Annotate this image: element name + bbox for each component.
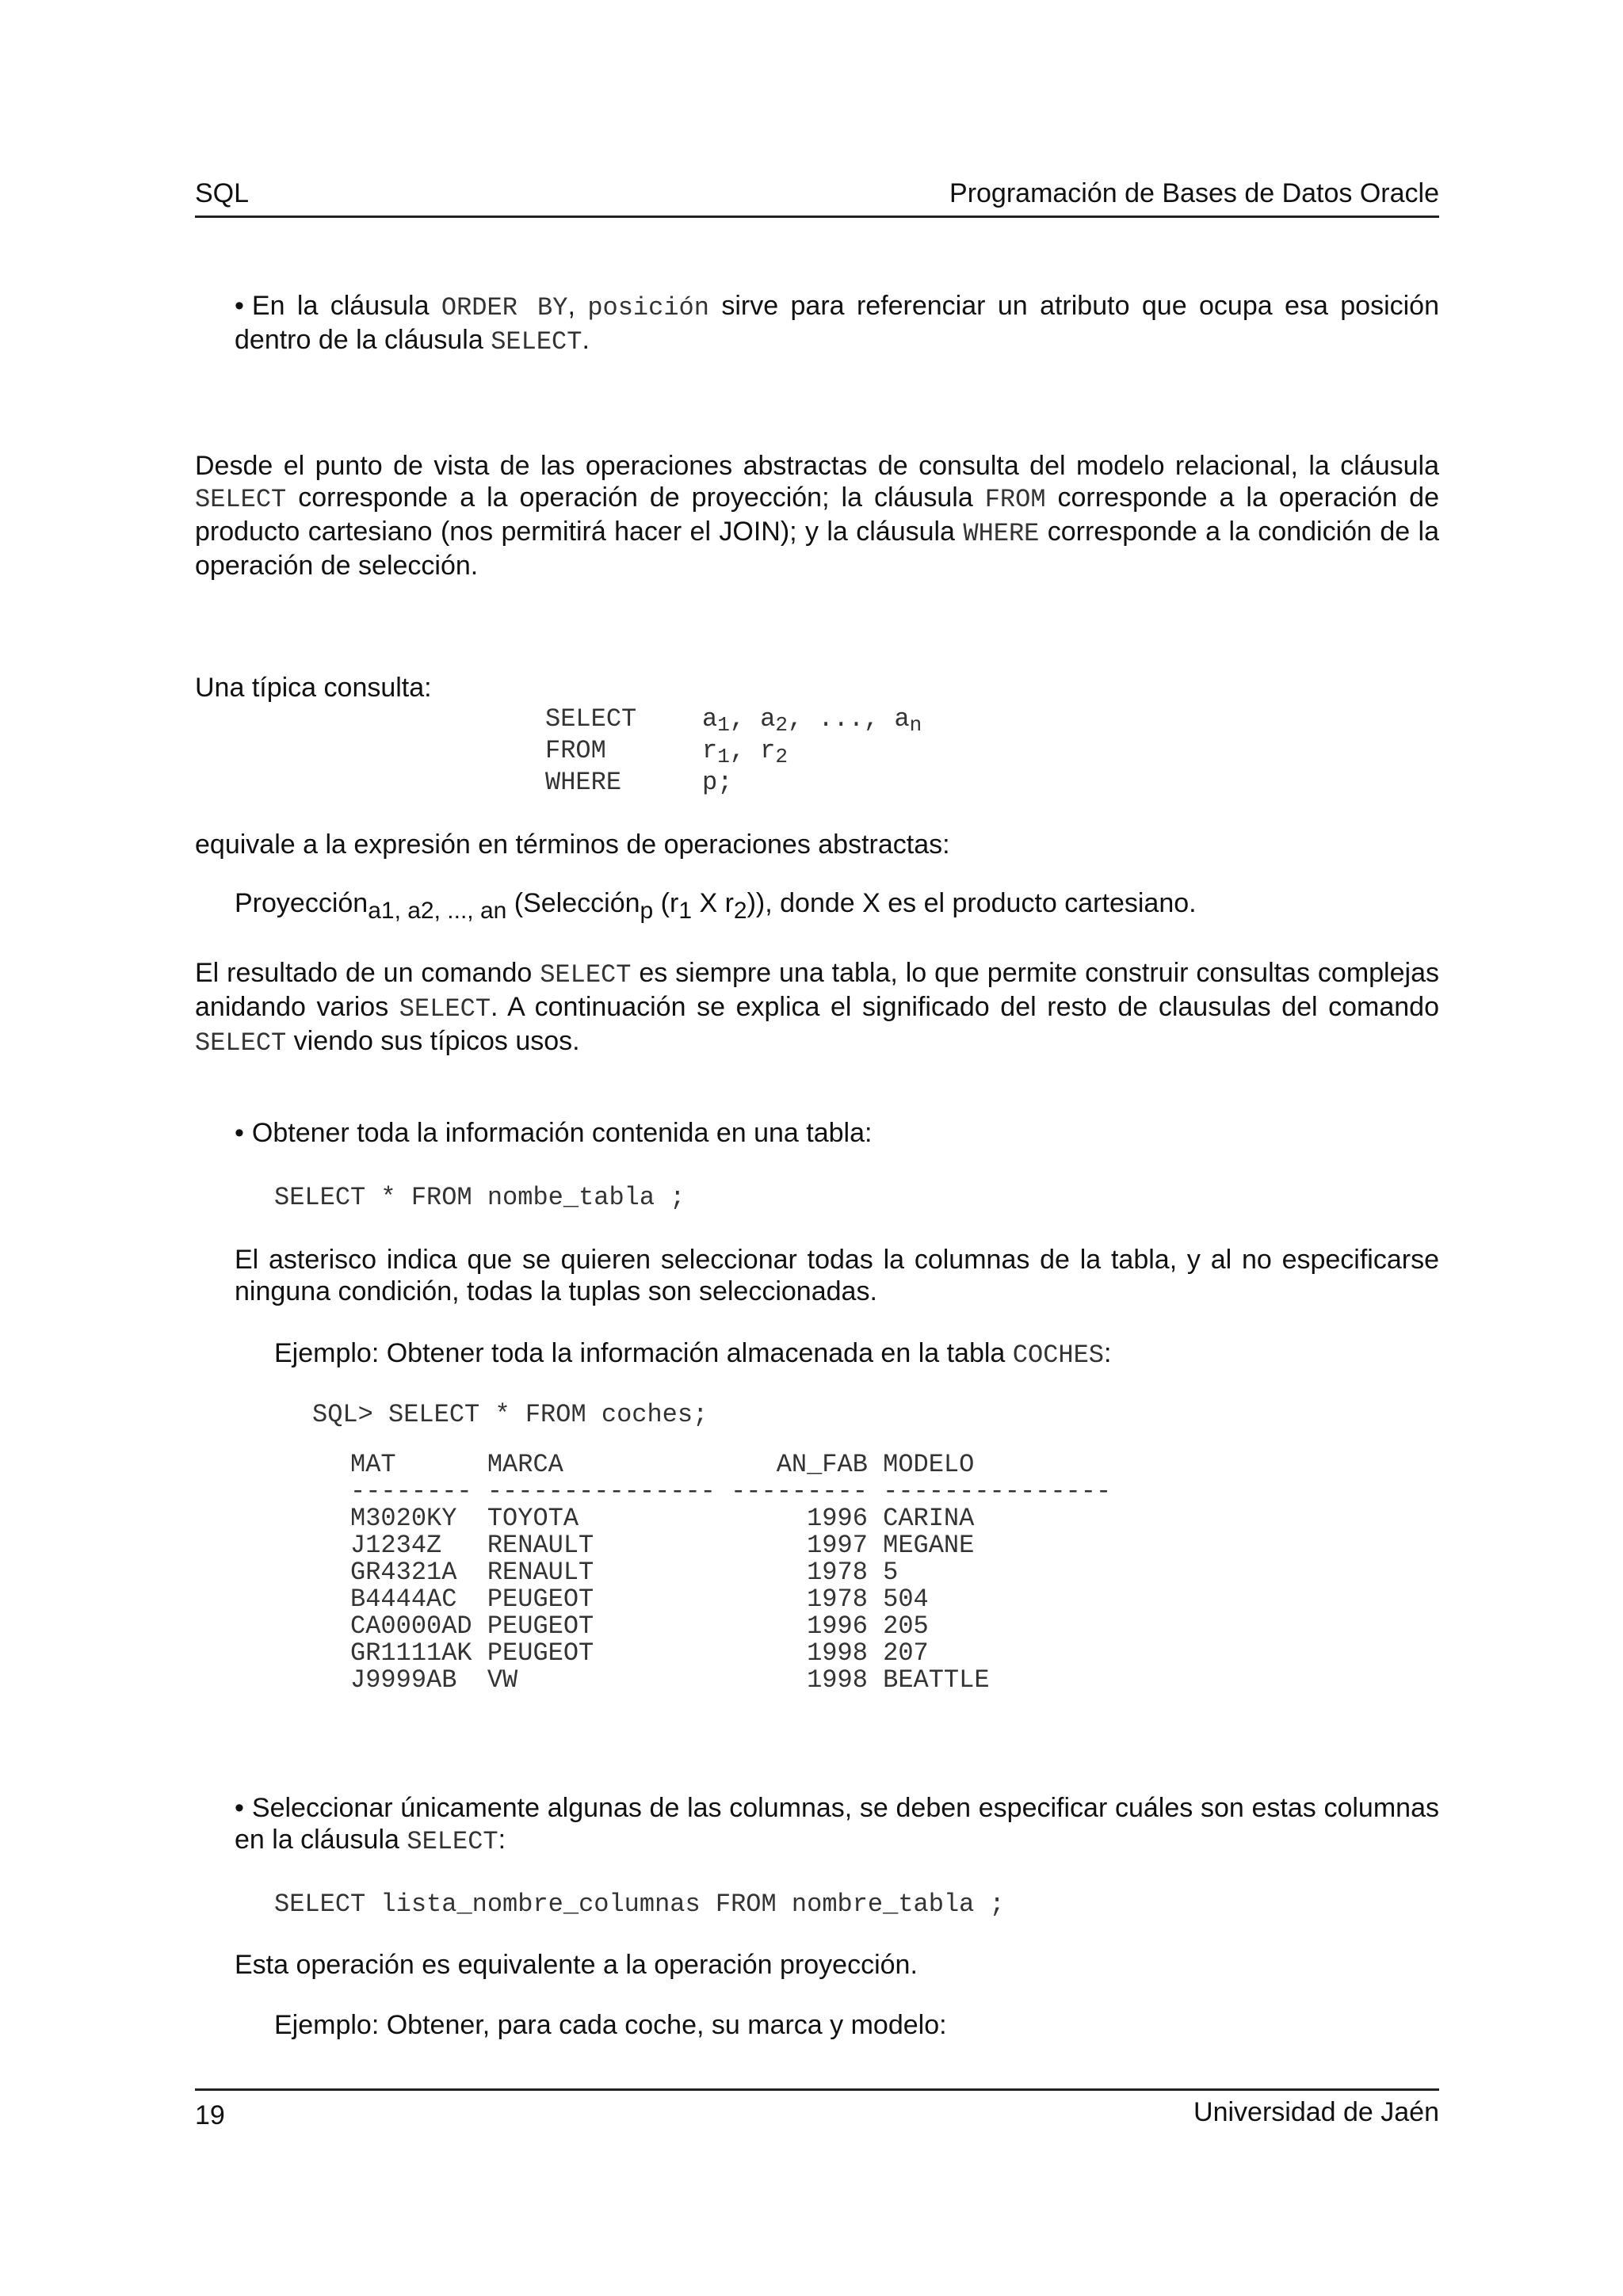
footer-right: Universidad de Jaén	[1193, 2097, 1439, 2127]
typical-query-code	[545, 704, 922, 799]
code-inline: SELECT	[195, 485, 287, 514]
code-inline: SELECT	[399, 994, 491, 1024]
code-inline: COCHES	[1012, 1341, 1104, 1370]
code-inline: FROM	[984, 485, 1046, 514]
table-separator: -------- --------------- --------- ---------------	[350, 1477, 1112, 1506]
table-row: GR1111AK PEUGEOT 1998 207	[350, 1638, 929, 1668]
table-row: J1234Z RENAULT 1997 MEGANE	[350, 1531, 975, 1560]
bullet: •	[235, 1793, 244, 1823]
page-footer	[195, 2088, 1439, 2138]
query-row: WHERE p;	[545, 768, 733, 797]
table-row: J9999AB VW 1998 BEATTLE	[350, 1665, 990, 1695]
code-inline: SELECT	[407, 1827, 498, 1856]
paragraph-asterisk: El asterisco indica que se quieren seleccionar todas la columnas de la tabla, y al no especificarse ninguna condición, todas la tuplas son seleccionadas.	[235, 1245, 1439, 1306]
query-row: SELECT $a_1$, $a_2$, ..., $a_n$	[545, 704, 922, 737]
document-page	[195, 0, 1439, 2296]
paragraph-projection: Esta operación es equivalente a la operación proyección.	[235, 1950, 918, 1980]
bullet: •	[235, 1118, 244, 1148]
code-select-columns: SELECT lista_nombre_columnas FROM nombre_tabla ;	[274, 1890, 1005, 1919]
header-right: Programación de Bases de Datos Oracle	[949, 178, 1439, 208]
bullet-select-all: • Obtener toda la información contenida en una tabla:	[235, 1118, 873, 1148]
table-row: M3020KY TOYOTA 1996 CARINA	[350, 1504, 975, 1533]
bullet: •	[235, 291, 244, 321]
paragraph-select-result: El resultado de un comando SELECT es siempre una tabla, lo que permite construir consultas complejas anidando varios SELECT. A continuación se explica el significado del resto de clausulas del comando SELECT viendo sus típicos usos.	[195, 958, 1439, 1058]
bullet-select-columns: • Seleccionar únicamente algunas de las columnas, se deben especificar cuáles son estas columnas en la cláusula SELECT:	[235, 1793, 1439, 1856]
abstract-formula: Proyección$_{a1, a2, ..., an}$ (Selección$_p$ ($r_1$ X $r_2$)), donde X es el producto cartesiano.	[235, 888, 1197, 924]
typical-query-label: Una típica consulta:	[195, 673, 432, 703]
header-left: SQL	[195, 178, 250, 208]
code-inline: SELECT	[540, 960, 632, 990]
result-table	[350, 1451, 1111, 1694]
paragraph-abstract-ops: Desde el punto de vista de las operaciones abstractas de consulta del modelo relacional, la cláusula SELECT corresponde a la operación de proyección; la cláusula FROM corresponde a la operación de producto cartesiano (nos permitirá hacer el JOIN); y la cláusula WHERE corresponde a la condición de la operación de selección.	[195, 451, 1439, 581]
example-marca-modelo: Ejemplo: Obtener, para cada coche, su marca y modelo:	[274, 2010, 947, 2040]
page-header	[195, 176, 1439, 218]
code-inline: WHERE	[963, 519, 1040, 548]
table-header: MAT MARCA AN_FAB MODELO	[350, 1450, 975, 1479]
query-row: FROM $r_1$, $r_2$	[545, 736, 789, 769]
page-number: 19	[195, 2100, 225, 2130]
table-row: GR4321A RENAULT 1978 5	[350, 1558, 899, 1587]
equivalence-text: equivale a la expresión en términos de operaciones abstractas:	[195, 830, 950, 860]
table-row: CA0000AD PEUGEOT 1996 205	[350, 1611, 929, 1641]
code-inline: SELECT	[491, 327, 582, 357]
code-select-coches: SQL> SELECT * FROM coches;	[312, 1400, 708, 1429]
paragraph-order-by: • En la cláusula ORDER BY, posición sirve para referenciar un atributo que ocupa esa posición dentro de la cláusula SELECT.	[235, 291, 1439, 357]
example-coches: Ejemplo: Obtener toda la información almacenada en la tabla COCHES:	[274, 1338, 1112, 1370]
code-inline: SELECT	[195, 1028, 287, 1058]
code-select-all: SELECT * FROM nombe_tabla ;	[274, 1183, 685, 1212]
code-inline: posición	[587, 293, 709, 322]
table-row: B4444AC PEUGEOT 1978 504	[350, 1585, 929, 1614]
code-inline: ORDER BY	[441, 293, 568, 322]
